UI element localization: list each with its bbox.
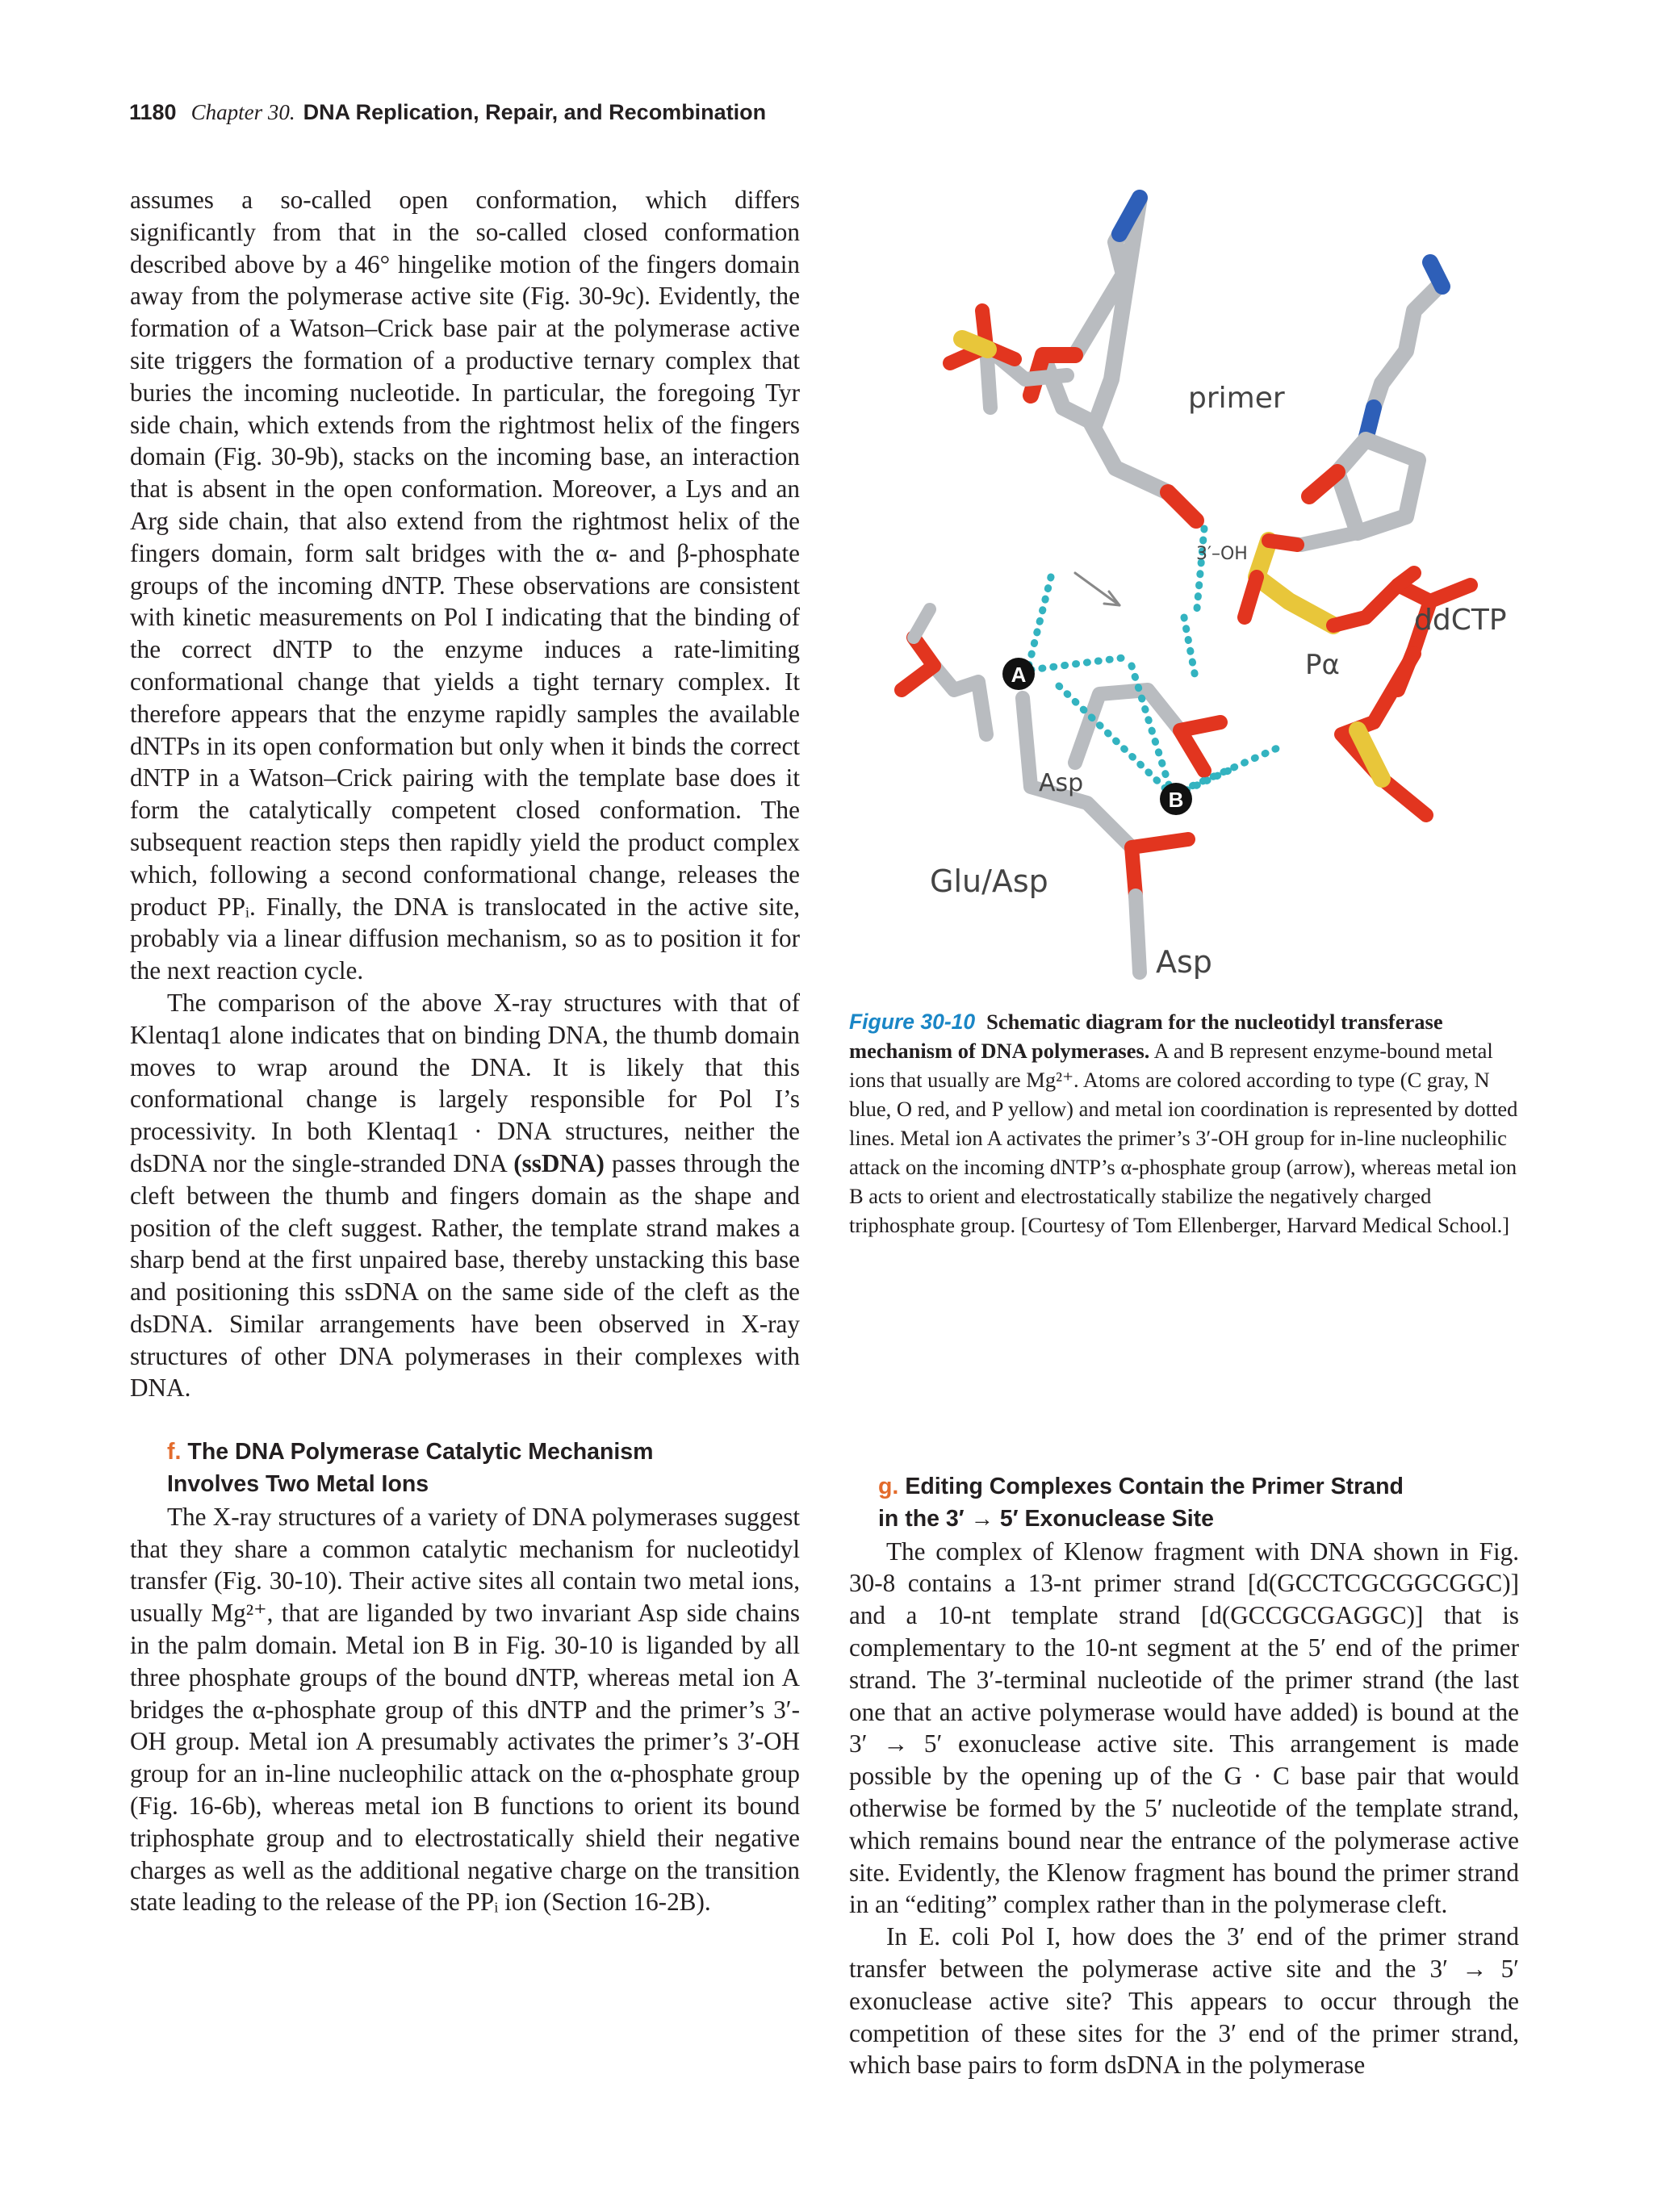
attack-arrow [1075,573,1119,605]
section-heading-f [130,1436,800,1501]
glu-asp-residue [902,609,986,734]
label-asp-middle: Asp [1039,769,1084,797]
section-g-title-1: Editing Complexes Contain the Primer Strand [905,1474,1404,1499]
page-number: 1180 [129,100,177,124]
chapter-title: DNA Replication, Repair, and Recombination [303,100,767,124]
label-three-oh: 3′–OH [1196,544,1248,564]
chapter-label: Chapter 30. [190,100,295,124]
key-term-ssdna: (ssDNA) [513,1148,605,1177]
figure-30-10-image [849,165,1519,997]
label-ddctp: ddCTP [1414,604,1507,637]
section-letter-g: g. [878,1474,899,1499]
right-paragraph-1: The complex of Klenow fragment with DNA shown in Fig. 30-8 contains a 13-nt primer strand [d(GCCTCGCGGCGGC)] and a 10-nt template strand [d(GCCGCGAGGC)] that is complementary to the 10-nt segment at the 5′ end of the primer strand. The 3′-terminal nucleotide of the primer strand (the last one that an active polymerase would have added) is bound at the 3′ → 5′ exonuclease active site. This arrangement is made possible by the opening up of the G · C base pair that would otherwise be formed by the 5′ nucleotide of the template strand, which remains bound near the entrance of the polymerase active site. Evidently, the Klenow fragment has bound the primer strand in an “editing” complex rather than in the polymerase cleft. [849,1537,1519,1919]
figure-caption-body: A and B represent enzyme-bound metal ions that usually are Mg²⁺. Atoms are colored according to type (C gray, N blue, O red, and P yellow) and metal ion coordination is represented by dotted lines. Metal ion A activates the primer’s 3′-OH group for in-line nucleophilic attack on the incoming dNTP’s α-phosphate group (arrow), whereas metal ion B acts to orient and electrostatically stabilize the negatively charged triphosphate group. [Courtesy of Tom Ellenberger, Harvard Medical School.] [849,1039,1518,1237]
left-column [130,184,800,1918]
coordination-lines [1027,529,1281,795]
section-g-title-2: in the 3′ → 5′ Exonuclease Site [878,1505,1214,1532]
left-paragraph-1: assumes a so-called open conformation, which differs significantly from that in the so-called closed conformation described above by a 46° hingelike motion of the fingers domain away from the polymerase active site (Fig. 30-9c). Evidently, the formation of a Watson–Crick base pair at the polymerase active site triggers the formation of a productive ternary complex that buries the incoming nucleotide. In particular, the foregoing Tyr side chain, which extends from the rightmost helix of the fingers domain (Fig. 30-9b), stacks on the incoming base, an interaction that is absent in the open conformation. Moreover, a Lys and an Arg side chain, that also extend from the rightmost helix of the fingers domain, form salt bridges with the α- and β-phosphate groups of the incoming dNTP. These observations are consistent with kinetic measurements on Pol I indicating that the binding of the correct dNTP to the enzyme induces a rate-limiting conformational change that yields a tight ternary complex. It therefore appears that the enzyme rapidly samples the available dNTPs in its open conformation but only when it binds the correct dNTP in a Watson–Crick pairing with the template base does it form the catalytically competent closed conformation. The subsequent reaction steps then rapidly yield the product complex which, following a second conformational change, releases the product PPᵢ. Finally, the DNA is translocated in the active site, probably via a linear diffusion mechanism, so as to position it for the next reaction cycle. [130,186,800,985]
primer-nucleotide [950,198,1196,521]
section-f-title-2: Involves Two Metal Ions [167,1471,429,1498]
metal-b-label: B [1168,788,1184,812]
section-heading-g [849,1471,1519,1536]
asp-middle-residue [1023,690,1220,972]
metal-a-label: A [1011,663,1027,687]
left-paragraph-2b: passes through the cleft between the thumb and fingers domain as the shape and position of the cleft suggest. Rather, the template strand makes a sharp bend at the first unpaired base, thereby unstacking this base and positioning this ssDNA on the same side of the cleft as the dsDNA. Similar arrangements have been observed in X-ray structures of other DNA polymerases in their complexes with DNA. [130,1148,801,1403]
ddctp-molecule [1245,262,1471,815]
section-f-title-1: The DNA Polymerase Catalytic Mechanism [187,1439,654,1466]
figure-caption [849,1007,1519,1240]
running-header [129,100,766,125]
left-paragraph-2 [130,987,800,1404]
label-glu-asp: Glu/Asp [930,863,1048,899]
section-letter-f: f. [167,1439,182,1466]
label-primer: primer [1188,382,1285,415]
figure-caption-title: Schematic diagram for the nucleotidyl transferase mechanism of DNA polymerases. [849,1010,1443,1063]
figure-label: Figure 30-10 [849,1010,976,1034]
right-column [849,1471,1519,2081]
left-paragraph-2a: The comparison of the above X-ray structures with that of Klentaq1 alone indicates that on binding DNA, the thumb domain moves to wrap around the DNA. It is likely that this conformational change is largely responsible for Pol I’s processivity. In both Klentaq1 · DNA structures, neither the dsDNA nor the single-stranded DNA [130,988,800,1177]
label-asp-bottom: Asp [1156,944,1212,980]
left-paragraph-3: The X-ray structures of a variety of DNA polymerases suggest that they share a common catalytic mechanism for nucleotidyl transfer (Fig. 30-10). Their active sites all contain two metal ions, usually Mg²⁺, that are liganded by two invariant Asp side chains in the palm domain. Metal ion B in Fig. 30-10 is liganded by all three phosphate groups of the bound dNTP, whereas metal ion A bridges the α-phosphate group of this dNTP and the primer’s 3′-OH group. Metal ion A presumably activates the primer’s 3′-OH group for an in-line nucleophilic attack on the α-phosphate group (Fig. 16-6b), whereas metal ion B functions to orient its bound triphosphate group and to electrostatically shield their negative charges as well as the additional negative charge on the transition state leading to the release of the PPᵢ ion (Section 16-2B). [130,1502,800,1917]
label-p-alpha: Pα [1305,649,1340,681]
right-paragraph-2: In E. coli Pol I, how does the 3′ end of the primer strand transfer between the polymerase active site and the 3′ → 5′ exonuclease active site? This appears to occur through the competition of these sites for the 3′ end of the primer strand, which base pairs to form dsDNA in the polymerase [849,1922,1519,2080]
